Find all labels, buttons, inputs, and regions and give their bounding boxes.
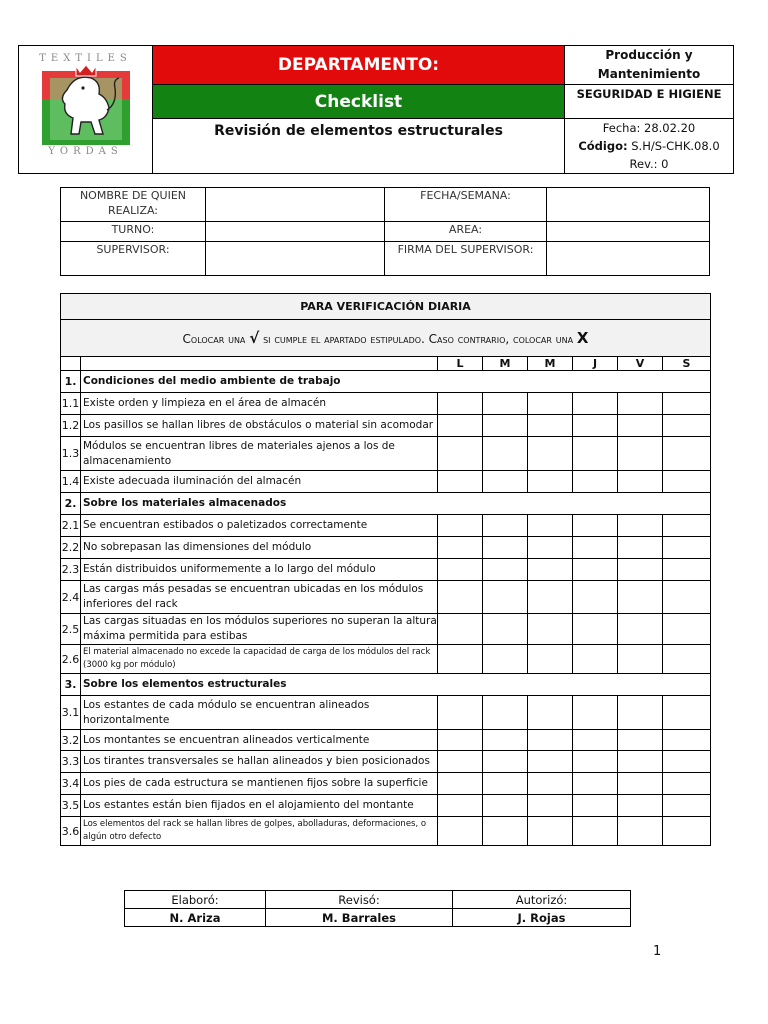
name-field[interactable] bbox=[206, 188, 385, 222]
day-header-0: L bbox=[438, 357, 483, 371]
day-header-5: S bbox=[663, 357, 711, 371]
check-cell-day-3[interactable] bbox=[573, 471, 618, 493]
item-number: 2.1 bbox=[61, 515, 81, 537]
company-logo bbox=[21, 50, 151, 170]
item-description: Los elementos del rack se hallan libres de golpes, abolladuras, deformaciones, o algún otro defecto bbox=[81, 817, 438, 846]
logo-text-top: TEXTILES bbox=[39, 52, 132, 64]
check-cell-day-3[interactable] bbox=[573, 730, 618, 751]
check-cell-day-4[interactable] bbox=[618, 393, 663, 415]
signature-label: FIRMA DEL SUPERVISOR: bbox=[385, 242, 547, 276]
logo-cell bbox=[19, 46, 153, 174]
elaboro-name: N. Ariza bbox=[125, 909, 266, 927]
checklist-item-row bbox=[61, 696, 711, 730]
check-cell-day-0[interactable] bbox=[438, 471, 483, 493]
checklist-item-row bbox=[61, 415, 711, 437]
check-cell-day-0[interactable] bbox=[438, 795, 483, 817]
checklist-item-row bbox=[61, 730, 711, 751]
check-cell-day-3[interactable] bbox=[573, 773, 618, 795]
code-label: Código: bbox=[578, 139, 628, 153]
check-cell-day-4[interactable] bbox=[618, 795, 663, 817]
item-number: 2.4 bbox=[61, 581, 81, 614]
section-number: 2. bbox=[61, 493, 81, 515]
check-cell-day-5[interactable] bbox=[663, 751, 711, 773]
autorizo-label: Autorizó: bbox=[453, 891, 631, 909]
checklist-item-row bbox=[61, 773, 711, 795]
check-cell-day-3[interactable] bbox=[573, 581, 618, 614]
day-header-1: M bbox=[483, 357, 528, 371]
check-cell-day-1[interactable] bbox=[483, 415, 528, 437]
item-number: 1.1 bbox=[61, 393, 81, 415]
check-cell-day-1[interactable] bbox=[483, 614, 528, 645]
department-label: DEPARTAMENTO: bbox=[153, 46, 565, 85]
check-cell-day-4[interactable] bbox=[618, 581, 663, 614]
check-cell-day-1[interactable] bbox=[483, 537, 528, 559]
day-header-2: M bbox=[528, 357, 573, 371]
item-number: 3.5 bbox=[61, 795, 81, 817]
check-cell-day-1[interactable] bbox=[483, 773, 528, 795]
checklist-item-row bbox=[61, 795, 711, 817]
item-description: Los estantes están bien fijados en el alojamiento del montante bbox=[81, 795, 438, 817]
check-cell-day-4[interactable] bbox=[618, 751, 663, 773]
check-cell-day-3[interactable] bbox=[573, 751, 618, 773]
item-number: 1.2 bbox=[61, 415, 81, 437]
check-cell-day-5[interactable] bbox=[663, 817, 711, 846]
check-cell-day-3[interactable] bbox=[573, 559, 618, 581]
checklist-item-row bbox=[61, 645, 711, 674]
section-number: 3. bbox=[61, 674, 81, 696]
check-cell-day-3[interactable] bbox=[573, 393, 618, 415]
check-cell-day-5[interactable] bbox=[663, 614, 711, 645]
check-cell-day-1[interactable] bbox=[483, 696, 528, 730]
section-title: Sobre los materiales almacenados bbox=[81, 493, 711, 515]
item-number: 3.6 bbox=[61, 817, 81, 846]
item-description: Los pasillos se hallan libres de obstáculos o material sin acomodar bbox=[81, 415, 438, 437]
item-description: El material almacenado no excede la capacidad de carga de los módulos del rack (3000 kg por módulo) bbox=[81, 645, 438, 674]
area-label: AREA: bbox=[385, 222, 547, 242]
check-cell-day-4[interactable] bbox=[618, 437, 663, 471]
check-cell-day-0[interactable] bbox=[438, 437, 483, 471]
document-revision: Rev.: 0 bbox=[629, 157, 669, 171]
check-cell-day-0[interactable] bbox=[438, 393, 483, 415]
check-cell-day-4[interactable] bbox=[618, 773, 663, 795]
check-cell-day-0[interactable] bbox=[438, 614, 483, 645]
area-name: Producción y Mantenimiento bbox=[565, 46, 734, 85]
check-cell-day-2[interactable] bbox=[528, 795, 573, 817]
checklist-item-row bbox=[61, 515, 711, 537]
item-number: 1.3 bbox=[61, 437, 81, 471]
document-date: Fecha: 28.02.20 bbox=[602, 121, 696, 135]
item-number: 1.4 bbox=[61, 471, 81, 493]
item-description: No sobrepasan las dimensiones del módulo bbox=[81, 537, 438, 559]
section-title: Condiciones del medio ambiente de trabajo bbox=[81, 371, 711, 393]
check-cell-day-0[interactable] bbox=[438, 537, 483, 559]
item-description: Las cargas más pesadas se encuentran ubicadas en los módulos inferiores del rack bbox=[81, 581, 438, 614]
instruction-text-b: si cumple el apartado estipulado. Caso contrario, colocar una bbox=[263, 332, 574, 346]
item-description: Módulos se encuentran libres de materiales ajenos a los de almacenamiento bbox=[81, 437, 438, 471]
shift-label: TURNO: bbox=[61, 222, 206, 242]
area-field[interactable] bbox=[547, 222, 710, 242]
check-cell-day-0[interactable] bbox=[438, 696, 483, 730]
check-cell-day-0[interactable] bbox=[438, 730, 483, 751]
check-cell-day-0[interactable] bbox=[438, 559, 483, 581]
signature-table bbox=[124, 890, 631, 927]
item-number: 2.5 bbox=[61, 614, 81, 645]
check-cell-day-0[interactable] bbox=[438, 515, 483, 537]
check-cell-day-2[interactable] bbox=[528, 581, 573, 614]
check-cell-day-0[interactable] bbox=[438, 581, 483, 614]
check-cell-day-4[interactable] bbox=[618, 471, 663, 493]
item-number: 2.6 bbox=[61, 645, 81, 674]
document-title: Revisión de elementos estructurales bbox=[153, 119, 565, 174]
check-cell-day-3[interactable] bbox=[573, 817, 618, 846]
item-number: 3.3 bbox=[61, 751, 81, 773]
document-header bbox=[18, 45, 734, 174]
check-cell-day-3[interactable] bbox=[573, 515, 618, 537]
check-cell-day-2[interactable] bbox=[528, 515, 573, 537]
item-number: 2.3 bbox=[61, 559, 81, 581]
item-description: Los montantes se encuentran alineados verticalmente bbox=[81, 730, 438, 751]
section-number: 1. bbox=[61, 371, 81, 393]
reviso-label: Revisó: bbox=[266, 891, 453, 909]
item-number: 2.2 bbox=[61, 537, 81, 559]
check-cell-day-1[interactable] bbox=[483, 645, 528, 674]
check-cell-day-0[interactable] bbox=[438, 773, 483, 795]
item-description: Existe orden y limpieza en el área de almacén bbox=[81, 393, 438, 415]
week-field[interactable] bbox=[547, 188, 710, 222]
checklist-item-row bbox=[61, 559, 711, 581]
autorizo-name: J. Rojas bbox=[453, 909, 631, 927]
checklist-table bbox=[60, 293, 711, 846]
check-cell-day-2[interactable] bbox=[528, 614, 573, 645]
day-header-4: V bbox=[618, 357, 663, 371]
item-description: Las cargas situadas en los módulos superiores no superan la altura máxima permitida para estibas bbox=[81, 614, 438, 645]
reviso-name: M. Barrales bbox=[266, 909, 453, 927]
item-description: Los estantes de cada módulo se encuentran alineados horizontalmente bbox=[81, 696, 438, 730]
item-number: 3.2 bbox=[61, 730, 81, 751]
checklist-item-row bbox=[61, 471, 711, 493]
checklist-instruction bbox=[61, 320, 711, 357]
checklist-item-row bbox=[61, 581, 711, 614]
check-cell-day-1[interactable] bbox=[483, 437, 528, 471]
checklist-item-row bbox=[61, 751, 711, 773]
section-row bbox=[61, 371, 711, 393]
instruction-text-a: Colocar una bbox=[182, 332, 246, 346]
x-mark-icon: X bbox=[576, 329, 589, 347]
check-cell-day-5[interactable] bbox=[663, 696, 711, 730]
check-cell-day-0[interactable] bbox=[438, 645, 483, 674]
check-cell-day-4[interactable] bbox=[618, 559, 663, 581]
section-title: Sobre los elementos estructurales bbox=[81, 674, 711, 696]
check-cell-day-1[interactable] bbox=[483, 795, 528, 817]
check-cell-day-2[interactable] bbox=[528, 817, 573, 846]
check-cell-day-2[interactable] bbox=[528, 415, 573, 437]
check-cell-day-0[interactable] bbox=[438, 817, 483, 846]
check-cell-day-1[interactable] bbox=[483, 515, 528, 537]
day-header-row bbox=[61, 357, 711, 371]
shift-field[interactable] bbox=[206, 222, 385, 242]
supervisor-field[interactable] bbox=[206, 242, 385, 276]
check-cell-day-1[interactable] bbox=[483, 817, 528, 846]
elaboro-label: Elaboró: bbox=[125, 891, 266, 909]
check-cell-day-2[interactable] bbox=[528, 696, 573, 730]
check-cell-day-2[interactable] bbox=[528, 471, 573, 493]
check-cell-day-1[interactable] bbox=[483, 751, 528, 773]
document-code bbox=[565, 137, 733, 155]
check-cell-day-5[interactable] bbox=[663, 537, 711, 559]
check-cell-day-0[interactable] bbox=[438, 751, 483, 773]
check-cell-day-4[interactable] bbox=[618, 645, 663, 674]
blank-cell bbox=[81, 357, 438, 371]
check-cell-day-3[interactable] bbox=[573, 614, 618, 645]
check-cell-day-4[interactable] bbox=[618, 817, 663, 846]
check-cell-day-4[interactable] bbox=[618, 696, 663, 730]
check-cell-day-1[interactable] bbox=[483, 581, 528, 614]
item-number: 3.1 bbox=[61, 696, 81, 730]
logo-text-bottom: YORDAS bbox=[48, 145, 123, 157]
check-cell-day-4[interactable] bbox=[618, 537, 663, 559]
check-cell-day-4[interactable] bbox=[618, 614, 663, 645]
item-description: Están distribuidos uniformemente a lo largo del módulo bbox=[81, 559, 438, 581]
check-cell-day-5[interactable] bbox=[663, 730, 711, 751]
check-cell-day-2[interactable] bbox=[528, 437, 573, 471]
check-mark-icon: √ bbox=[249, 329, 260, 347]
check-cell-day-5[interactable] bbox=[663, 773, 711, 795]
check-cell-day-1[interactable] bbox=[483, 730, 528, 751]
week-label: FECHA/SEMANA: bbox=[385, 188, 547, 222]
check-cell-day-4[interactable] bbox=[618, 415, 663, 437]
name-label: NOMBRE DE QUIEN REALIZA: bbox=[61, 188, 206, 222]
check-cell-day-3[interactable] bbox=[573, 415, 618, 437]
check-cell-day-2[interactable] bbox=[528, 773, 573, 795]
checklist-item-row bbox=[61, 437, 711, 471]
day-header-3: J bbox=[573, 357, 618, 371]
blank-cell bbox=[61, 357, 81, 371]
item-number: 3.4 bbox=[61, 773, 81, 795]
check-cell-day-2[interactable] bbox=[528, 730, 573, 751]
check-cell-day-3[interactable] bbox=[573, 696, 618, 730]
item-description: Los pies de cada estructura se mantienen fijos sobre la superficie bbox=[81, 773, 438, 795]
check-cell-day-4[interactable] bbox=[618, 730, 663, 751]
checklist-item-row bbox=[61, 393, 711, 415]
check-cell-day-3[interactable] bbox=[573, 437, 618, 471]
code-value: S.H/S-CHK.08.0 bbox=[631, 139, 720, 153]
check-cell-day-5[interactable] bbox=[663, 645, 711, 674]
checklist-title: PARA VERIFICACIÓN DIARIA bbox=[61, 294, 711, 320]
check-cell-day-5[interactable] bbox=[663, 581, 711, 614]
check-cell-day-2[interactable] bbox=[528, 559, 573, 581]
check-cell-day-2[interactable] bbox=[528, 393, 573, 415]
check-cell-day-5[interactable] bbox=[663, 415, 711, 437]
section-row bbox=[61, 674, 711, 696]
check-cell-day-5[interactable] bbox=[663, 559, 711, 581]
check-cell-day-3[interactable] bbox=[573, 645, 618, 674]
checklist-item-row bbox=[61, 614, 711, 645]
check-cell-day-0[interactable] bbox=[438, 415, 483, 437]
section-row bbox=[61, 493, 711, 515]
check-cell-day-5[interactable] bbox=[663, 795, 711, 817]
check-cell-day-5[interactable] bbox=[663, 437, 711, 471]
item-description: Se encuentran estibados o paletizados correctamente bbox=[81, 515, 438, 537]
checklist-item-row bbox=[61, 537, 711, 559]
subarea-name: SEGURIDAD E HIGIENE bbox=[565, 85, 734, 119]
check-cell-day-5[interactable] bbox=[663, 471, 711, 493]
check-cell-day-1[interactable] bbox=[483, 559, 528, 581]
document-meta bbox=[565, 119, 734, 174]
check-cell-day-4[interactable] bbox=[618, 515, 663, 537]
check-cell-day-1[interactable] bbox=[483, 471, 528, 493]
check-cell-day-2[interactable] bbox=[528, 537, 573, 559]
check-cell-day-2[interactable] bbox=[528, 645, 573, 674]
item-description: Los tirantes transversales se hallan alineados y bien posicionados bbox=[81, 751, 438, 773]
check-cell-day-5[interactable] bbox=[663, 515, 711, 537]
signature-field[interactable] bbox=[547, 242, 710, 276]
page-number: 1 bbox=[653, 944, 662, 959]
check-cell-day-3[interactable] bbox=[573, 537, 618, 559]
checklist-item-row bbox=[61, 817, 711, 846]
item-description: Existe adecuada iluminación del almacén bbox=[81, 471, 438, 493]
check-cell-day-2[interactable] bbox=[528, 751, 573, 773]
check-cell-day-5[interactable] bbox=[663, 393, 711, 415]
check-cell-day-3[interactable] bbox=[573, 795, 618, 817]
supervisor-label: SUPERVISOR: bbox=[61, 242, 206, 276]
checklist-label: Checklist bbox=[153, 85, 565, 119]
check-cell-day-1[interactable] bbox=[483, 393, 528, 415]
info-table bbox=[60, 187, 710, 276]
